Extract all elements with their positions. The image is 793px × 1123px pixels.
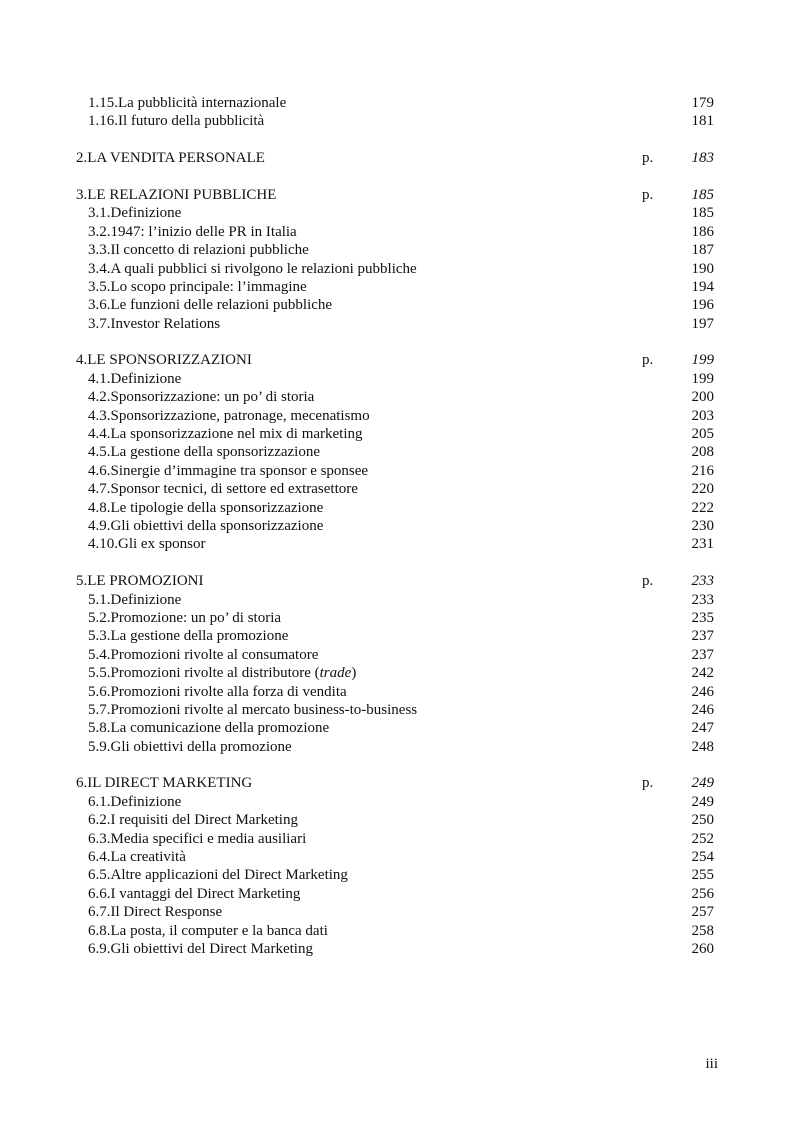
toc-entry[interactable] xyxy=(0,315,793,333)
toc-entry[interactable] xyxy=(0,866,793,884)
entry-title-text: 1.16.Il futuro della pubblicità xyxy=(88,113,265,130)
entry-title xyxy=(88,407,370,425)
entry-title xyxy=(88,241,309,259)
entry-page-number: 194 xyxy=(691,278,714,295)
entry-title xyxy=(88,848,186,866)
toc-entry[interactable] xyxy=(0,204,793,222)
entry-title-text: 5.2.Promozione: un po’ di storia xyxy=(88,609,282,626)
entry-page-number: 205 xyxy=(691,426,714,443)
entry-title-text: 3.6.Le funzioni delle relazioni pubbliche xyxy=(88,297,333,314)
entry-title xyxy=(88,480,358,498)
entry-page-number: 249 xyxy=(691,793,714,810)
entry-title xyxy=(88,627,288,645)
chapter-title: 2.LA VENDITA PERSONALE xyxy=(76,150,265,167)
entry-title-text: 3.3.Il concetto di relazioni pubbliche xyxy=(88,242,309,259)
chapter-page-number: 233 xyxy=(691,573,714,590)
chapter-entry[interactable] xyxy=(0,572,793,590)
entry-title xyxy=(88,94,286,112)
entry-title-text: 6.2.I requisiti del Direct Marketing xyxy=(88,812,298,829)
toc-section xyxy=(0,94,793,131)
entry-page-number: 196 xyxy=(691,297,714,314)
entry-title xyxy=(88,370,181,388)
toc-entry[interactable] xyxy=(0,223,793,241)
entry-page-number: 199 xyxy=(691,370,714,387)
toc-entry[interactable] xyxy=(0,370,793,388)
entry-title xyxy=(88,866,348,884)
entry-page-number: 231 xyxy=(691,536,714,553)
entry-title-text: 6.9.Gli obiettivi del Direct Marketing xyxy=(88,940,313,957)
entry-page-number: 230 xyxy=(691,517,714,534)
entry-title-text: 5.7.Promozioni rivolte al mercato business-to-business xyxy=(88,701,418,718)
toc-entry[interactable] xyxy=(0,609,793,627)
entry-title xyxy=(88,738,292,756)
chapter-page-number: 183 xyxy=(691,150,714,167)
entry-title-text: 4.2.Sponsorizzazione: un po’ di storia xyxy=(88,389,315,406)
entry-title-text: 6.7.Il Direct Response xyxy=(88,904,223,921)
entry-title xyxy=(88,940,313,958)
entry-title xyxy=(88,811,298,829)
entry-title-text: 4.8.Le tipologie della sponsorizzazione xyxy=(88,499,324,516)
entry-title xyxy=(88,204,181,222)
toc-entry[interactable] xyxy=(0,627,793,645)
toc-entry[interactable] xyxy=(0,922,793,940)
toc-entry[interactable] xyxy=(0,407,793,425)
entry-page-number: 235 xyxy=(691,609,714,626)
chapter-page-number: 249 xyxy=(691,775,714,792)
toc-entry[interactable] xyxy=(0,646,793,664)
toc-entry[interactable] xyxy=(0,296,793,314)
entry-title xyxy=(88,462,368,480)
entry-title xyxy=(88,112,264,130)
entry-title xyxy=(88,499,323,517)
entry-title xyxy=(88,830,306,848)
entry-page-number: 187 xyxy=(691,242,714,259)
page-number: iii xyxy=(705,1056,718,1072)
toc-entry[interactable] xyxy=(0,517,793,535)
entry-title xyxy=(88,885,300,903)
entry-title xyxy=(88,793,181,811)
chapter-title: 3.LE RELAZIONI PUBBLICHE xyxy=(76,186,277,203)
chapter-entry[interactable] xyxy=(0,774,793,792)
chapter-page-number: 199 xyxy=(691,352,714,369)
entry-page-number: 237 xyxy=(691,646,714,663)
entry-title-text: 4.5.La gestione della sponsorizzazione xyxy=(88,444,321,461)
entry-title-text: 5.3.La gestione della promozione xyxy=(88,628,289,645)
entry-page-number: 258 xyxy=(691,922,714,939)
entry-title-text: 3.4.A quali pubblici si rivolgono le relazioni pubbliche xyxy=(88,260,417,277)
toc-entry[interactable] xyxy=(0,738,793,756)
entry-title xyxy=(88,903,222,921)
toc-entry[interactable] xyxy=(0,811,793,829)
entry-title xyxy=(88,683,347,701)
entry-title-tail: ) xyxy=(351,665,357,682)
toc-entry[interactable] xyxy=(0,94,793,112)
entry-title-text: 5.5.Promozioni rivolte al distributore ( xyxy=(88,665,320,682)
entry-title-text: 6.4.La creatività xyxy=(88,849,186,866)
toc-entry[interactable] xyxy=(0,683,793,701)
entry-title-text: 3.5.Lo scopo principale: l’immagine xyxy=(88,278,307,295)
entry-page-number: 222 xyxy=(691,499,714,516)
entry-page-number: 181 xyxy=(691,113,714,130)
entry-title xyxy=(88,296,332,314)
page-prefix: p. xyxy=(642,186,654,203)
entry-title xyxy=(88,701,417,719)
toc-entry[interactable] xyxy=(0,278,793,296)
entry-title-text: 5.1.Definizione xyxy=(88,591,182,608)
entry-page-number: 256 xyxy=(691,885,714,902)
entry-title-text: 4.1.Definizione xyxy=(88,370,182,387)
toc-entry[interactable] xyxy=(0,462,793,480)
entry-title xyxy=(88,517,323,535)
toc-entry[interactable] xyxy=(0,499,793,517)
toc-entry[interactable] xyxy=(0,848,793,866)
entry-title xyxy=(88,388,314,406)
entry-title-text: 5.6.Promozioni rivolte alla forza di vendita xyxy=(88,683,347,700)
entry-title-text: 6.5.Altre applicazioni del Direct Marketing xyxy=(88,867,348,884)
toc-entry[interactable] xyxy=(0,112,793,130)
chapter-entry[interactable] xyxy=(0,351,793,369)
entry-title xyxy=(88,646,318,664)
toc-entry[interactable] xyxy=(0,793,793,811)
entry-title-text: 1.15.La pubblicità internazionale xyxy=(88,95,287,111)
entry-title-text: 4.9.Gli obiettivi della sponsorizzazione xyxy=(88,517,324,534)
page-prefix: p. xyxy=(642,352,654,369)
chapter-title: 6.IL DIRECT MARKETING xyxy=(76,775,253,792)
entry-page-number: 242 xyxy=(691,665,714,682)
toc-entry[interactable] xyxy=(0,535,793,553)
toc-section xyxy=(0,149,793,167)
chapter-entry[interactable] xyxy=(0,149,793,167)
entry-page-number: 248 xyxy=(691,738,714,755)
entry-title xyxy=(88,609,281,627)
entry-page-number: 179 xyxy=(691,95,714,111)
entry-title-text: 4.6.Sinergie d’immagine tra sponsor e sponsee xyxy=(88,462,369,479)
toc-entry[interactable] xyxy=(0,591,793,609)
entry-title-text: 4.7.Sponsor tecnici, di settore ed extrasettore xyxy=(88,481,358,498)
entry-title-text: 4.3.Sponsorizzazione, patronage, mecenatismo xyxy=(88,407,370,424)
entry-page-number: 247 xyxy=(691,720,714,737)
page-prefix: p. xyxy=(642,150,654,167)
toc-section xyxy=(0,774,793,958)
chapter-title: 4.LE SPONSORIZZAZIONI xyxy=(76,352,252,369)
entry-title xyxy=(88,223,297,241)
toc-entry[interactable] xyxy=(0,885,793,903)
entry-page-number: 254 xyxy=(691,849,714,866)
entry-page-number: 208 xyxy=(691,444,714,461)
entry-title xyxy=(88,260,417,278)
page-prefix: p. xyxy=(642,573,654,590)
entry-page-number: 257 xyxy=(691,904,714,921)
entry-title xyxy=(88,425,363,443)
chapter-page-number: 185 xyxy=(691,186,714,203)
entry-page-number: 233 xyxy=(691,591,714,608)
entry-page-number: 255 xyxy=(691,867,714,884)
entry-title-text: 5.9.Gli obiettivi della promozione xyxy=(88,738,292,755)
entry-page-number: 260 xyxy=(691,940,714,957)
toc-section xyxy=(0,186,793,333)
toc-entry[interactable] xyxy=(0,701,793,719)
entry-page-number: 197 xyxy=(691,315,714,332)
toc-entry[interactable] xyxy=(0,443,793,461)
entry-page-number: 185 xyxy=(691,205,714,222)
entry-page-number: 237 xyxy=(691,628,714,645)
entry-page-number: 203 xyxy=(691,407,714,424)
entry-page-number: 186 xyxy=(691,223,714,240)
chapter-title: 5.LE PROMOZIONI xyxy=(76,573,204,590)
entry-title-text: 5.8.La comunicazione della promozione xyxy=(88,720,330,737)
toc-entry[interactable] xyxy=(0,388,793,406)
entry-page-number: 200 xyxy=(691,389,714,406)
entry-title xyxy=(88,922,328,940)
toc-entry[interactable] xyxy=(0,480,793,498)
toc-section xyxy=(0,572,793,756)
toc-entry[interactable] xyxy=(0,241,793,259)
entry-title-text: 4.4.La sponsorizzazione nel mix di marketing xyxy=(88,426,363,443)
entry-page-number: 252 xyxy=(691,830,714,847)
entry-title xyxy=(88,443,320,461)
entry-page-number: 220 xyxy=(691,481,714,498)
entry-title-text: 6.1.Definizione xyxy=(88,793,182,810)
entry-page-number: 250 xyxy=(691,812,714,829)
toc-entry[interactable] xyxy=(0,940,793,958)
page-prefix: p. xyxy=(642,775,654,792)
entry-page-number: 246 xyxy=(691,683,714,700)
entry-title-text: 6.3.Media specifici e media ausiliari xyxy=(88,830,307,847)
toc-entry[interactable] xyxy=(0,903,793,921)
entry-title-text: 3.2.1947: l’inizio delle PR in Italia xyxy=(88,223,297,240)
table-of-contents xyxy=(0,94,793,977)
entry-page-number: 190 xyxy=(691,260,714,277)
toc-entry[interactable] xyxy=(0,260,793,278)
entry-title xyxy=(88,591,181,609)
entry-title xyxy=(88,719,329,737)
entry-title-text: 4.10.Gli ex sponsor xyxy=(88,536,206,553)
entry-title xyxy=(88,535,206,553)
entry-title-text: 6.6.I vantaggi del Direct Marketing xyxy=(88,885,301,902)
entry-title-text: 6.8.La posta, il computer e la banca dati xyxy=(88,922,328,939)
toc-entry[interactable] xyxy=(0,719,793,737)
toc-section xyxy=(0,351,793,553)
entry-page-number: 216 xyxy=(691,462,714,479)
toc-entry[interactable] xyxy=(0,425,793,443)
toc-entry[interactable] xyxy=(0,830,793,848)
entry-page-number: 246 xyxy=(691,701,714,718)
entry-title xyxy=(88,664,356,682)
chapter-entry[interactable] xyxy=(0,186,793,204)
entry-title xyxy=(88,278,307,296)
entry-title-text: 3.1.Definizione xyxy=(88,205,182,222)
entry-title-text: 3.7.Investor Relations xyxy=(88,315,221,332)
toc-entry[interactable] xyxy=(0,664,793,682)
entry-title xyxy=(88,315,220,333)
entry-title-text: 5.4.Promozioni rivolte al consumatore xyxy=(88,646,319,663)
entry-title-italic: trade xyxy=(319,665,352,682)
